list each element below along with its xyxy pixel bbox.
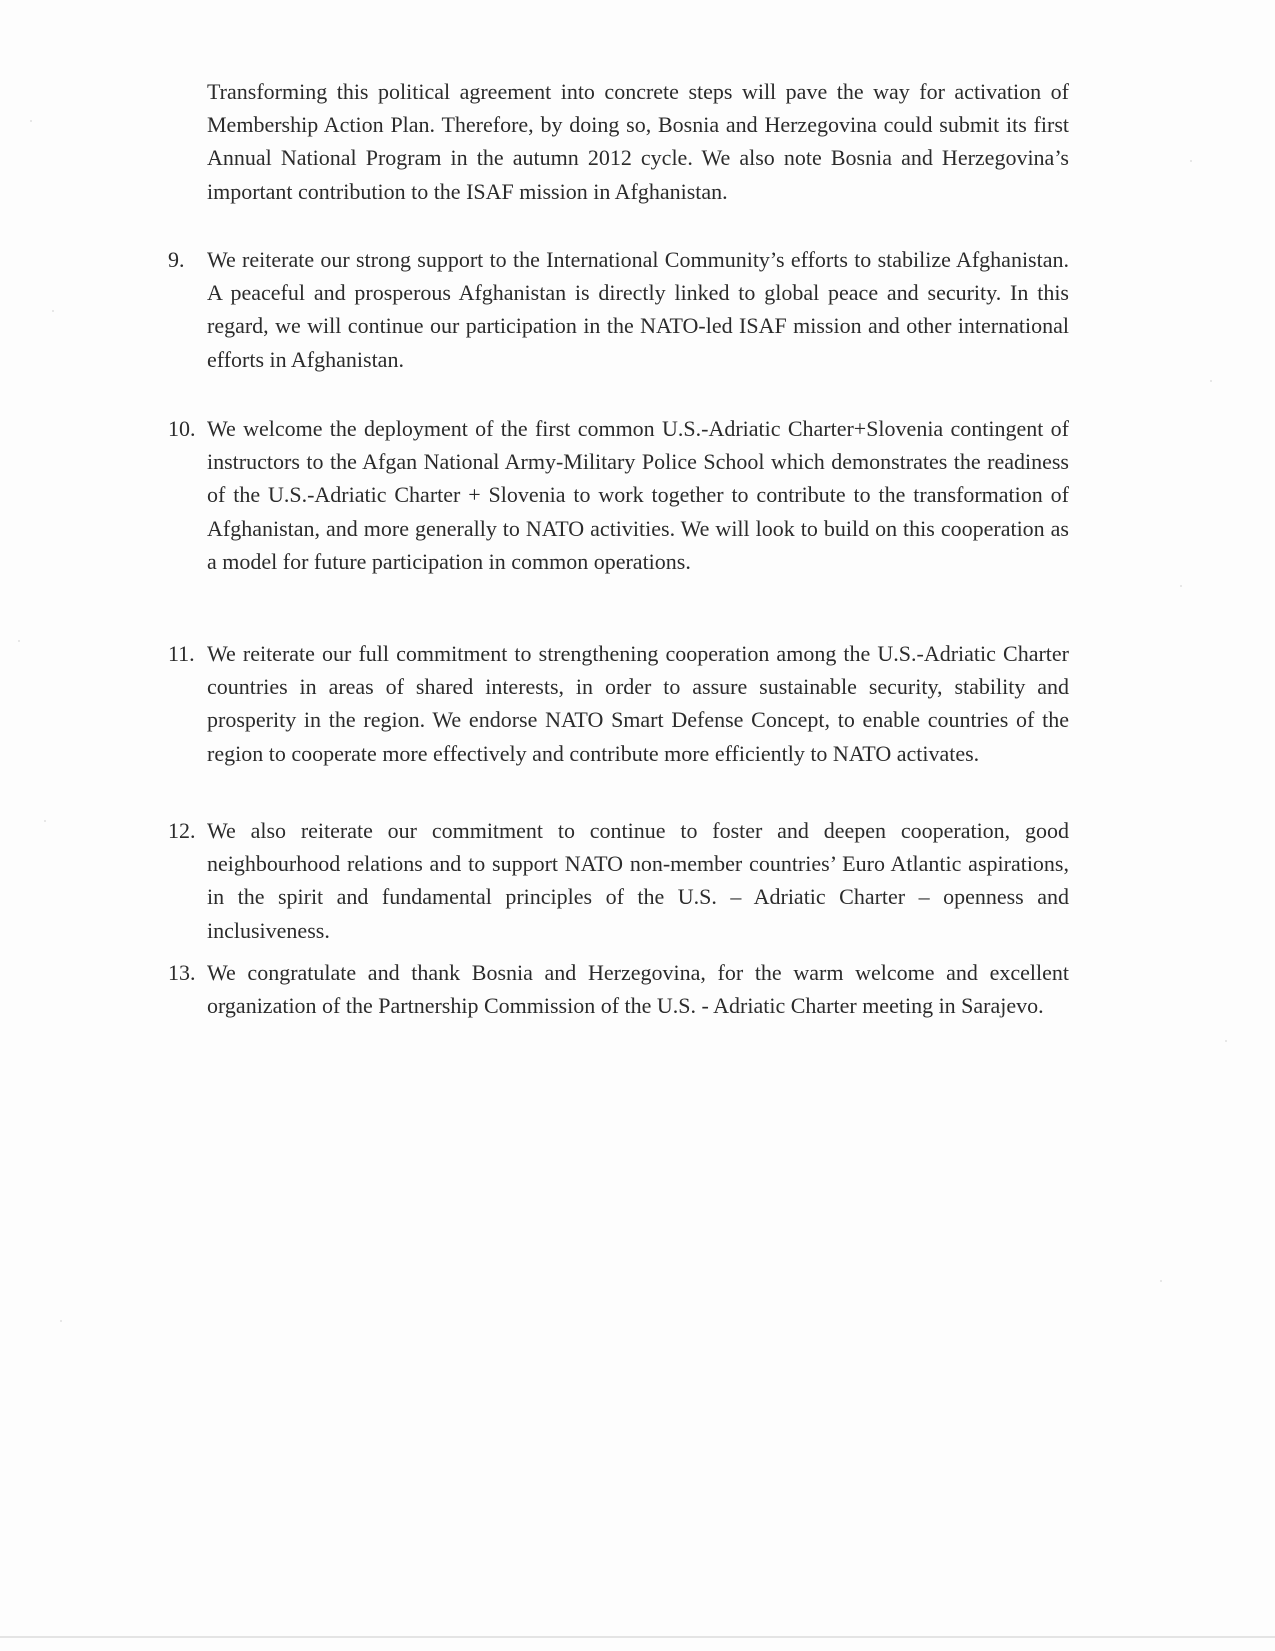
item-text: We congratulate and thank Bosnia and Herzegovina, for the warm welcome and excellent organization of the Partnership Commission of the U.S. - Adriatic Charter meeting in Sarajevo. xyxy=(207,960,1069,1019)
scan-speck xyxy=(18,640,20,642)
scan-speck xyxy=(1180,585,1182,587)
item-text: We reiterate our strong support to the International Community’s efforts to stabilize Afghanistan. A peaceful and prosperous Afghanistan is directly linked to global peace and security. In this regard, we will continue our participation in the NATO-led ISAF mission and other international efforts in Afghanistan. xyxy=(207,247,1069,372)
item-text: We also reiterate our commitment to continue to foster and deepen cooperation, good neighbourhood relations and to support NATO non-member countries’ Euro Atlantic aspirations, in the spirit and fundamental principles of the U.S. – Adriatic Charter – openness and inclusiveness. xyxy=(207,818,1069,943)
scan-speck xyxy=(1225,1040,1227,1042)
scan-speck xyxy=(1160,1280,1162,1282)
item-number: 10. xyxy=(168,416,196,441)
scan-speck xyxy=(1210,380,1212,382)
intro-paragraph: Transforming this political agreement into concrete steps will pave the way for activation of Membership Action Plan. Therefore, by doing so, Bosnia and Herzegovina could submit its first Annual National Program in the autumn 2012 cycle. We also note Bosnia and Herzegovina’s important contribution to the ISAF mission in Afghanistan. xyxy=(207,79,1069,204)
item-number: 13. xyxy=(168,960,196,985)
item-text: We welcome the deployment of the first common U.S.-Adriatic Charter+Slovenia contingent of instructors to the Afgan National Army-Military Police School which demonstrates the readiness of the U.S.-Adriatic Charter + Slovenia to work together to contribute to the transformation of Afghanistan, and more generally to NATO activities. We will look to build on this cooperation as a model for future participation in common operations. xyxy=(207,416,1069,574)
item-text: We reiterate our full commitment to strengthening cooperation among the U.S.-Adriatic Charter countries in areas of shared interests, in order to assure sustainable security, stability and prosperity in the region. We endorse NATO Smart Defense Concept, to enable countries of the region to cooperate more effectively and contribute more efficiently to NATO activates. xyxy=(207,641,1069,766)
page-bottom-edge xyxy=(0,1636,1275,1638)
item-number: 9. xyxy=(168,247,185,272)
item-number: 11. xyxy=(168,641,195,666)
scan-speck xyxy=(1190,160,1192,162)
scan-speck xyxy=(60,1320,62,1322)
scan-speck xyxy=(30,120,32,122)
item-number: 12. xyxy=(168,818,196,843)
scan-speck xyxy=(52,310,54,312)
scan-speck xyxy=(44,820,46,822)
